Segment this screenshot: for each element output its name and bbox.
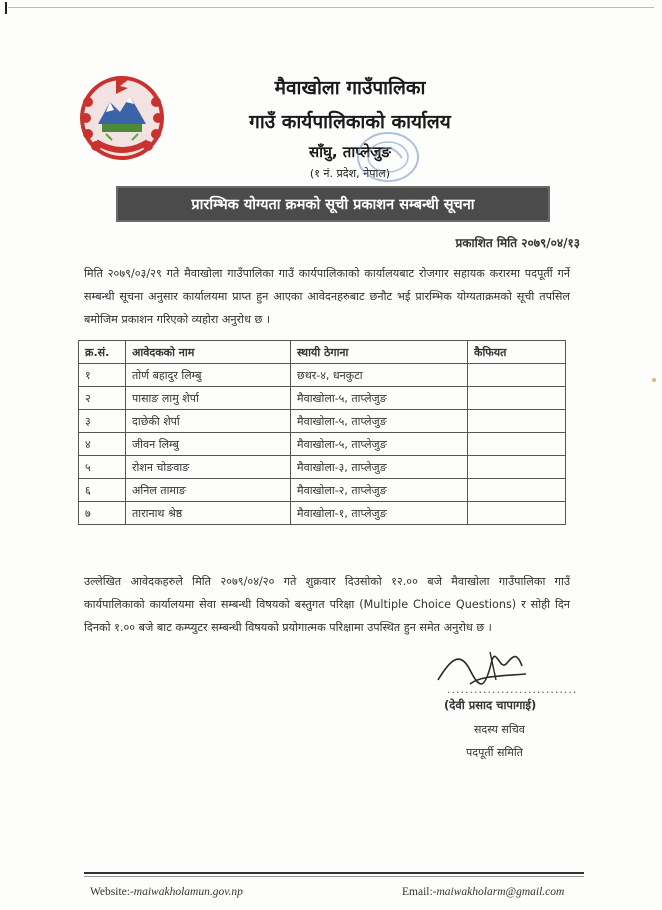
cell-name: पासाङ लामु शेर्पा <box>126 387 291 410</box>
col-header-remarks: कैफियत <box>468 341 566 364</box>
table-header-row <box>79 341 566 364</box>
cell-address: मैवाखोला-३, ताप्लेजुङ <box>291 456 468 479</box>
table-row <box>79 387 566 410</box>
cell-name: अनिल तामाङ <box>126 479 291 502</box>
footer-website <box>90 886 243 898</box>
cell-address: मैवाखोला-५, ताप्लेजुङ <box>291 410 468 433</box>
cell-sn: ६ <box>79 479 126 502</box>
cell-sn: ४ <box>79 433 126 456</box>
email-label: Email:- <box>402 886 437 898</box>
nepal-emblem-icon <box>76 72 168 164</box>
cell-address: मैवाखोला-१, ताप्लेजुङ <box>291 502 468 525</box>
col-header-address: स्थायी ठेगाना <box>291 341 468 364</box>
exam-paragraph: उल्लेखित आवेदकहरुले मिति २०७९/०४/२० गते शुक्रवार दिउसोको १२.०० बजे मैवाखोला गाउँपालिका गाउँ कार्यपालिकाको कार्यालयमा सेवा सम्बन्धी विषयको बस्तुगत परिक्षा (Multiple Choice Questions) र सोही दिन दिनको १.०० बजे बाट कम्प्युटर सम्बन्धी विषयको प्रयोगात्मक परिक्षामा उपस्थित हुन समेत अनुरोध छ । <box>84 575 570 634</box>
footer-email <box>402 886 564 898</box>
office-name: गाउँ कार्यपालिकाको कार्यालय <box>249 111 451 133</box>
cell-address: मैवाखोला-२, ताप्लेजुङ <box>291 479 468 502</box>
cell-sn: २ <box>79 387 126 410</box>
corner-mark <box>5 2 7 14</box>
table-row <box>79 479 566 502</box>
intro-paragraph: मिति २०७९/०३/२९ गते मैवाखोला गाउँपालिका गाउँ कार्यपालिकाको कार्यालयबाट रोजगार सहायक करारमा पदपूर्ती गर्ने सम्बन्धी सूचना अनुसार कार्यालयमा प्राप्त हुन आएका आवेदनहरुबाट छनौट भई प्रारम्भिक योग्यताक्रमको सूची तपसिल बमोजिम प्रकाशन गरिएको व्यहोरा अनुरोध छ । <box>84 267 570 326</box>
cell-name: जीवन लिम्बु <box>126 433 291 456</box>
cell-sn: ३ <box>79 410 126 433</box>
cell-address: मैवाखोला-५, ताप्लेजुङ <box>291 387 468 410</box>
cell-remarks <box>468 502 566 525</box>
footer-rule <box>84 872 584 874</box>
table-row <box>79 456 566 479</box>
top-border-line <box>8 7 654 8</box>
cell-address: छथर-४, धनकुटा <box>291 364 468 387</box>
cell-name: तारानाथ श्रेष्ठ <box>126 502 291 525</box>
cell-remarks <box>468 479 566 502</box>
cell-name: दाछेकी शेर्पा <box>126 410 291 433</box>
paper-speck <box>652 378 656 382</box>
cell-remarks <box>468 387 566 410</box>
cell-sn: १ <box>79 364 126 387</box>
cell-sn: ५ <box>79 456 126 479</box>
signatory-role: सदस्य सचिव <box>474 723 525 736</box>
cell-name: तोर्ण बहादुर लिम्बु <box>126 364 291 387</box>
cell-remarks <box>468 364 566 387</box>
table-row <box>79 364 566 387</box>
org-name: मैवाखोला गाउँपालिका <box>274 77 426 99</box>
office-location: साँघु, ताप्लेजुङ <box>309 143 391 161</box>
province-label: (१ नं. प्रदेश, नेपाल) <box>309 167 391 180</box>
notice-title-banner <box>118 188 548 220</box>
cell-name: रोशन चोङवाङ <box>126 456 291 479</box>
cell-remarks <box>468 410 566 433</box>
notice-title: प्रारम्भिक योग्यता क्रमको सूची प्रकाशन सम्बन्धी सूचना <box>191 197 475 213</box>
office-stamp-icon <box>354 128 422 186</box>
table-row <box>79 502 566 525</box>
website-link[interactable]: maiwakholamun.gov.np <box>133 886 243 898</box>
website-label: Website:- <box>90 886 134 898</box>
col-header-sn: क्र.सं. <box>79 341 126 364</box>
footer-rule-thin <box>84 876 584 877</box>
signatory-committee: पदपूर्ती समिति <box>466 746 523 759</box>
applicant-table <box>78 340 566 525</box>
published-date: प्रकाशित मिति २०७९/०४/१३ <box>455 236 580 250</box>
cell-remarks <box>468 433 566 456</box>
table-row <box>79 410 566 433</box>
table-row <box>79 433 566 456</box>
cell-remarks <box>468 456 566 479</box>
cell-address: मैवाखोला-५, ताप्लेजुङ <box>291 433 468 456</box>
signatory-name: (देवी प्रसाद चापागाई) <box>444 698 537 712</box>
cell-sn: ७ <box>79 502 126 525</box>
signature-line: ............................. <box>447 683 578 696</box>
col-header-name: आवेदकको नाम <box>126 341 291 364</box>
email-link[interactable]: maiwakholarm@gmail.com <box>436 886 565 898</box>
